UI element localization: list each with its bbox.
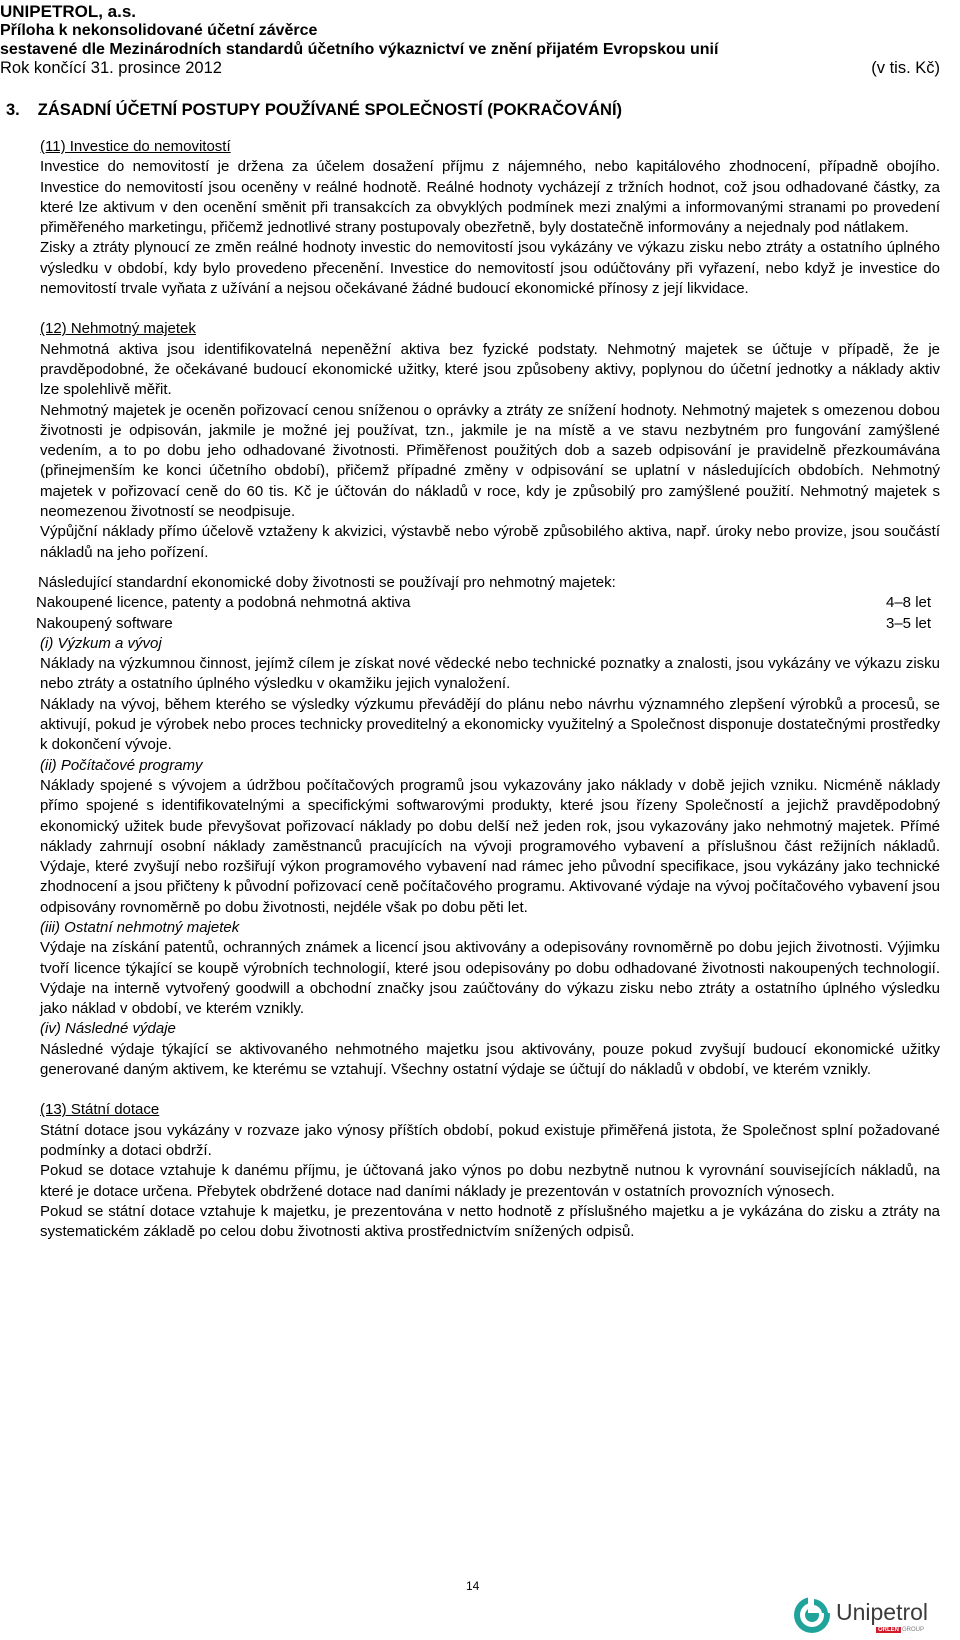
logo-wordmark: Unipetrol [836, 1599, 929, 1625]
grants-paragraph-2: Pokud se dotace vztahuje k danému příjmu, je účtovaná jako výnos po dobu nezbytně nutnou k vyrovnání souvisejících nákladů, na které je dotace určena. Přebytek obdržené dotace nad daními náklady je prezentován v ostatních provozních výnosech. [40, 1162, 940, 1200]
document-title: Příloha k nekonsolidované účetní závěrce [0, 22, 318, 39]
research-development-heading: (i) Výzkum a vývoj [40, 634, 162, 652]
intangible-paragraph-2: Nehmotný majetek je oceněn pořizovací cenou sníženou o oprávky a ztráty ze snížení hodnoty. Nehmotný majetek s omezenou dobou životnosti je odpisován, jakmile je možné jej používat, tzn., jakmile je na místě a ve stavu nezbytném pro fungování zamýšlené vedením, a to po dobu jeho odhadované životnosti. Přiměřenost použitých dob a sazeb odpisování je pravidelně přezkoumávána (přinejmenším ke konci účetního období), přičemž případné změny v odpisování se uplatní v následujících obdobích. Nehmotný majetek v pořizovací ceně do 60 tis. Kč je účtován do nákladů v roce, kdy je způsobilý pro zamýšlené použití. Nehmotný majetek s neomezenou životností se neodpisuje. [40, 401, 940, 521]
page-content [6, 100, 940, 1242]
software-heading: (ii) Počítačové programy [40, 756, 203, 774]
research-paragraph: Náklady na výzkumnou činnost, jejímž cílem je získat nové vědecké nebo technické poznatky a znalosti, jsou vykázány ve výkazu zisku nebo ztráty a ostatního úplného výsledku v okamžiku jejich vynaložení. [40, 655, 940, 693]
software-paragraph: Náklady spojené s vývojem a údržbou počítačových programů jsou vykazovány jako náklady v době jejich vzniku. Nicméně náklady přímo spojené s identifikovatelnými a specifickými softwarovými produkty, které jsou řízeny Společností a jejichž pravděpodobný ekonomický užitek bude převyšovat pořizovací náklady po dobu delší než jeden rok, jsou vykazovány jako nehmotný majetek. Přímé náklady zahrnují osobní náklady zaměstnanců pracujících na vývoji programového vybavení a příslušnou část režijních nákladů. Výdaje, které zvyšují nebo rozšiřují výkon programového vybavení nad rámec jeho původní specifikace, jsou vykázány jako technické zhodnocení a jsou přičteny k původní pořizovací ceně počítačového programu. Aktivované výdaje na vývoj počítačového vybavení jsou odpisovány rovnoměrně po dobu životnosti, nejdéle však po dobu pěti let. [40, 776, 940, 916]
subsequent-expenditure-paragraph: Následné výdaje týkající se aktivovaného nehmotného majetku jsou aktivovány, pouze pokud zvyšují budoucí ekonomické užitky generované daným aktivem, ke kterému se vztahují. Všechny ostatní výdaje se účtují do nákladů v období, ve kterém vznikly. [40, 1040, 940, 1079]
grants-paragraph-1: Státní dotace jsou vykázány v rozvaze jako výnosy příštích období, pokud existuje přiměřená jistota, že Společnost splní požadované podmínky a dotaci obdrží. [40, 1121, 940, 1159]
useful-life-value: 4–8 let [886, 594, 932, 612]
useful-life-label: Nakoupený software [36, 614, 173, 632]
intangible-paragraph-3: Výpůjční náklady přímo účelově vztaženy k akvizici, výstavbě nebo výrobě způsobilého aktiva, např. úroky nebo provize, jsou součástí nákladů na jeho pořízení. [40, 523, 940, 561]
period-row [0, 59, 940, 78]
useful-life-row [36, 614, 948, 634]
group-label: GROUP [902, 1627, 925, 1633]
period-label: Rok končící 31. prosince 2012 [0, 59, 222, 77]
orlen-group-badge [876, 1627, 924, 1634]
document-subtitle: sestavené dle Mezinárodních standardů účetního výkaznictví ve znění přijatém Evropskou unií [0, 41, 719, 58]
investment-heading: (11) Investice do nemovitostí [40, 138, 231, 155]
other-intangible-paragraph: Výdaje na získání patentů, ochranných známek a licencí jsou aktivovány a odepisovány rovnoměrně po dobu jejich životnosti. Výjimku tvoří licence týkající se koupě výrobních technologií, které jsou odepisovány po dobu odhadované životnosti nakoupených technologií. Výdaje na interně vytvořený goodwill a obchodní značky jsou zaúčtovány do výkazu zisku nebo ztráty a ostatního úplného výsledku jako náklad v období, ve kterém vznikly. [40, 939, 940, 1018]
page-header [0, 2, 940, 78]
intangible-heading: (12) Nehmotný majetek [40, 320, 196, 338]
company-name: UNIPETROL, a.s. [0, 2, 137, 21]
development-paragraph: Náklady na vývoj, během kterého se výsledky výzkumu převádějí do plánu nebo návrhu významného zlepšení výrobků a procesů, se aktivují, pokud je výrobek nebo proces technicky proveditelný a ekonomicky využitelný a Společnost disponuje dostatečnými prostředky k dokončení vývoje. [40, 695, 940, 754]
grants-heading: (13) Státní dotace [40, 1101, 160, 1119]
other-intangible-heading: (iii) Ostatní nehmotný majetek [40, 918, 240, 936]
section-number: 3. [6, 101, 20, 119]
investment-paragraph-1: Investice do nemovitostí je držena za účelem dosažení příjmu z nájemného, nebo kapitálového zhodnocení, případně obojího. Investice do nemovitostí jsou oceněny v reálné hodnotě. Reálné hodnoty vycházejí z tržních hodnot, což jsou odhadované částky, za které lze aktivum v den ocenění směnit při transakcích za obvyklých podmínek mezi znalými a informovanými stranami po provedení přiměřeného marketingu, přičemž jednotlivé strany postupovaly obezřetně, byly dostatečně informovány a nejednaly pod nátlakem. [40, 158, 940, 237]
useful-life-intro: Následující standardní ekonomické doby životnosti se používají pro nehmotný majetek: [38, 573, 616, 591]
unipetrol-logo-icon [792, 1595, 832, 1635]
subsequent-expenditure-heading: (iv) Následné výdaje [40, 1020, 176, 1038]
investment-paragraph-2: Zisky a ztráty plynoucí ze změn reálné hodnoty investic do nemovitostí jsou vykázány ve výkazu zisku nebo ztráty a ostatního úplného výsledku v období, kdy bylo provedeno přecenění. Investice do nemovitostí jsou odúčtovány při vyřazení, nebo když je investice do nemovitostí trvale vyňata z užívání a nejsou očekávané žádné budoucí ekonomické přínosy z její likvidace. [40, 239, 940, 298]
orlen-label: ORLEN [878, 1627, 899, 1633]
grants-paragraph-3: Pokud se státní dotace vztahuje k majetku, je prezentována v netto hodnotě z příslušného majetku a je vykázána do zisku a ztráty na systematickém základě po celou dobu životnosti aktiva prostřednictvím snížených odpisů. [40, 1202, 940, 1241]
useful-life-value: 3–5 let [886, 614, 932, 632]
page-number: 14 [466, 1579, 480, 1593]
section-heading: ZÁSADNÍ ÚČETNÍ POSTUPY POUŽÍVANÉ SPOLEČNOSTÍ (POKRAČOVÁNÍ) [37, 101, 623, 119]
intangible-paragraph-1: Nehmotná aktiva jsou identifikovatelná nepeněžní aktiva bez fyzické podstaty. Nehmotný majetek se účtuje v případě, že je pravděpodobné, že očekávané budoucí ekonomické užitky, které jsou způsobeny aktivy, poplynou do účetní jednotky a náklady aktiv lze spolehlivě měřit. [40, 340, 940, 399]
unit-label: (v tis. Kč) [871, 59, 940, 77]
section-title [6, 100, 940, 120]
useful-life-row [36, 593, 948, 613]
unipetrol-logo [792, 1595, 942, 1635]
useful-life-label: Nakoupené licence, patenty a podobná nehmotná aktiva [36, 594, 411, 612]
